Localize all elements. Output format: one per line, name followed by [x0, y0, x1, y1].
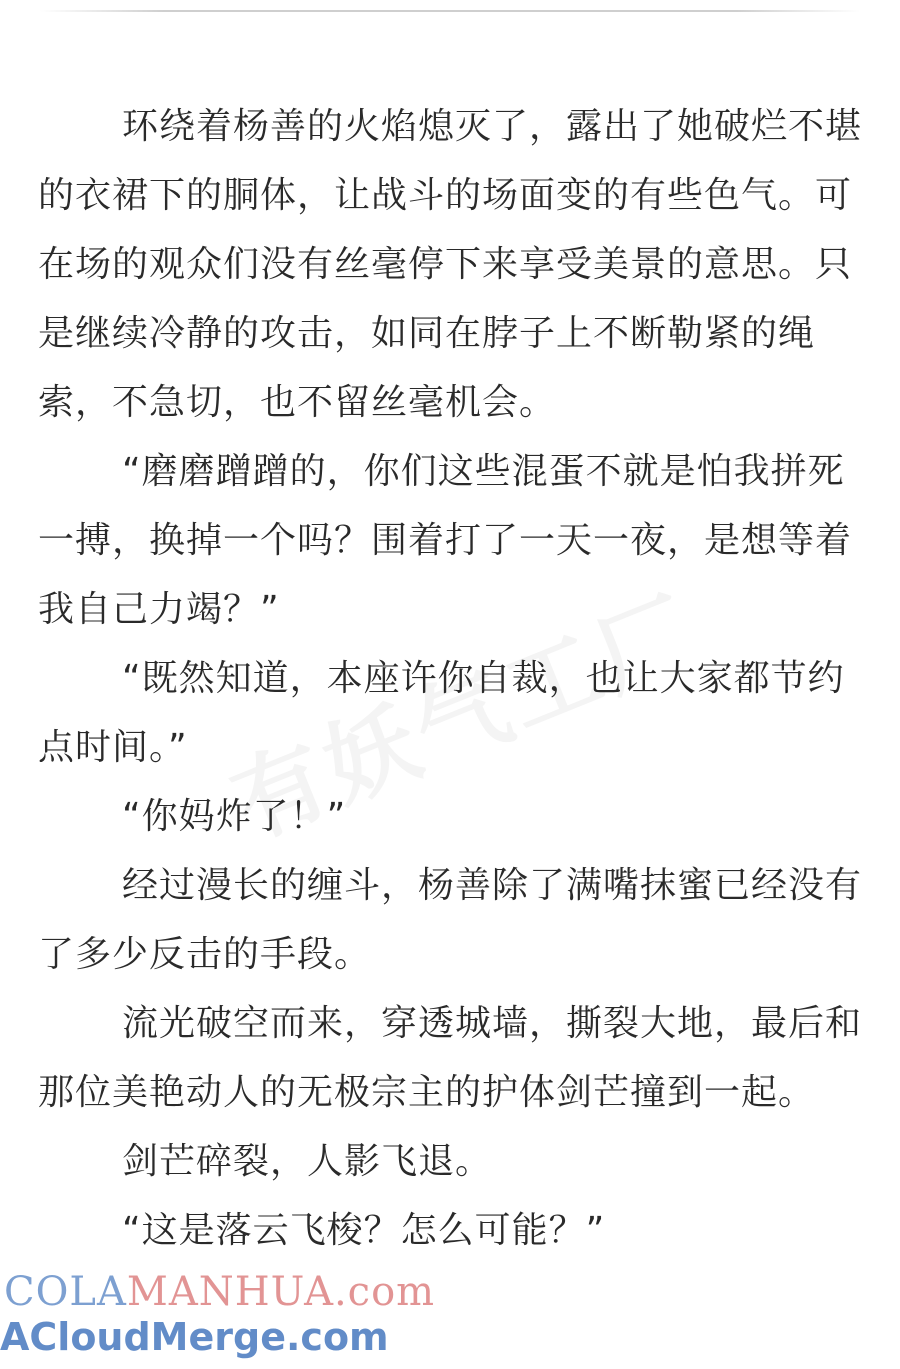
- paragraph: “磨磨蹭蹭的，你们这些混蛋不就是怕我拼死一搏，换掉一个吗？围着打了一天一夜，是想等着我自己力竭？”: [38, 451, 853, 630]
- corner-watermark-logo: [0, 1269, 460, 1369]
- paragraph: 剑芒碎裂，人影飞退。: [122, 1141, 493, 1182]
- paragraph: “既然知道，本座许你自裁，也让大家都节约点时间。”: [38, 658, 845, 768]
- paragraph: 经过漫长的缠斗，杨善除了满嘴抹蜜已经没有了多少反击的手段。: [38, 865, 863, 975]
- top-divider: [40, 10, 860, 12]
- chapter-text: [38, 92, 866, 1265]
- paragraph: “这是落云飞梭？怎么可能？”: [122, 1210, 606, 1251]
- corner-watermark-site: COLAMANHUA.com: [4, 1269, 436, 1315]
- paragraph: 环绕着杨善的火焰熄灭了，露出了她破烂不堪的衣裙下的胴体，让战斗的场面变的有些色气。可在场的观众们没有丝毫停下来享受美景的意思。只是继续冷静的攻击，如同在脖子上不断勒紧的绳索，不急切，也不留丝毫机会。: [38, 106, 863, 423]
- paragraph: “你妈炸了！”: [122, 796, 347, 837]
- corner-watermark-mirror: ACloudMerge.com: [0, 1315, 389, 1359]
- paragraph: 流光破空而来，穿透城墙，撕裂大地，最后和那位美艳动人的无极宗主的护体剑芒撞到一起。: [38, 1003, 863, 1113]
